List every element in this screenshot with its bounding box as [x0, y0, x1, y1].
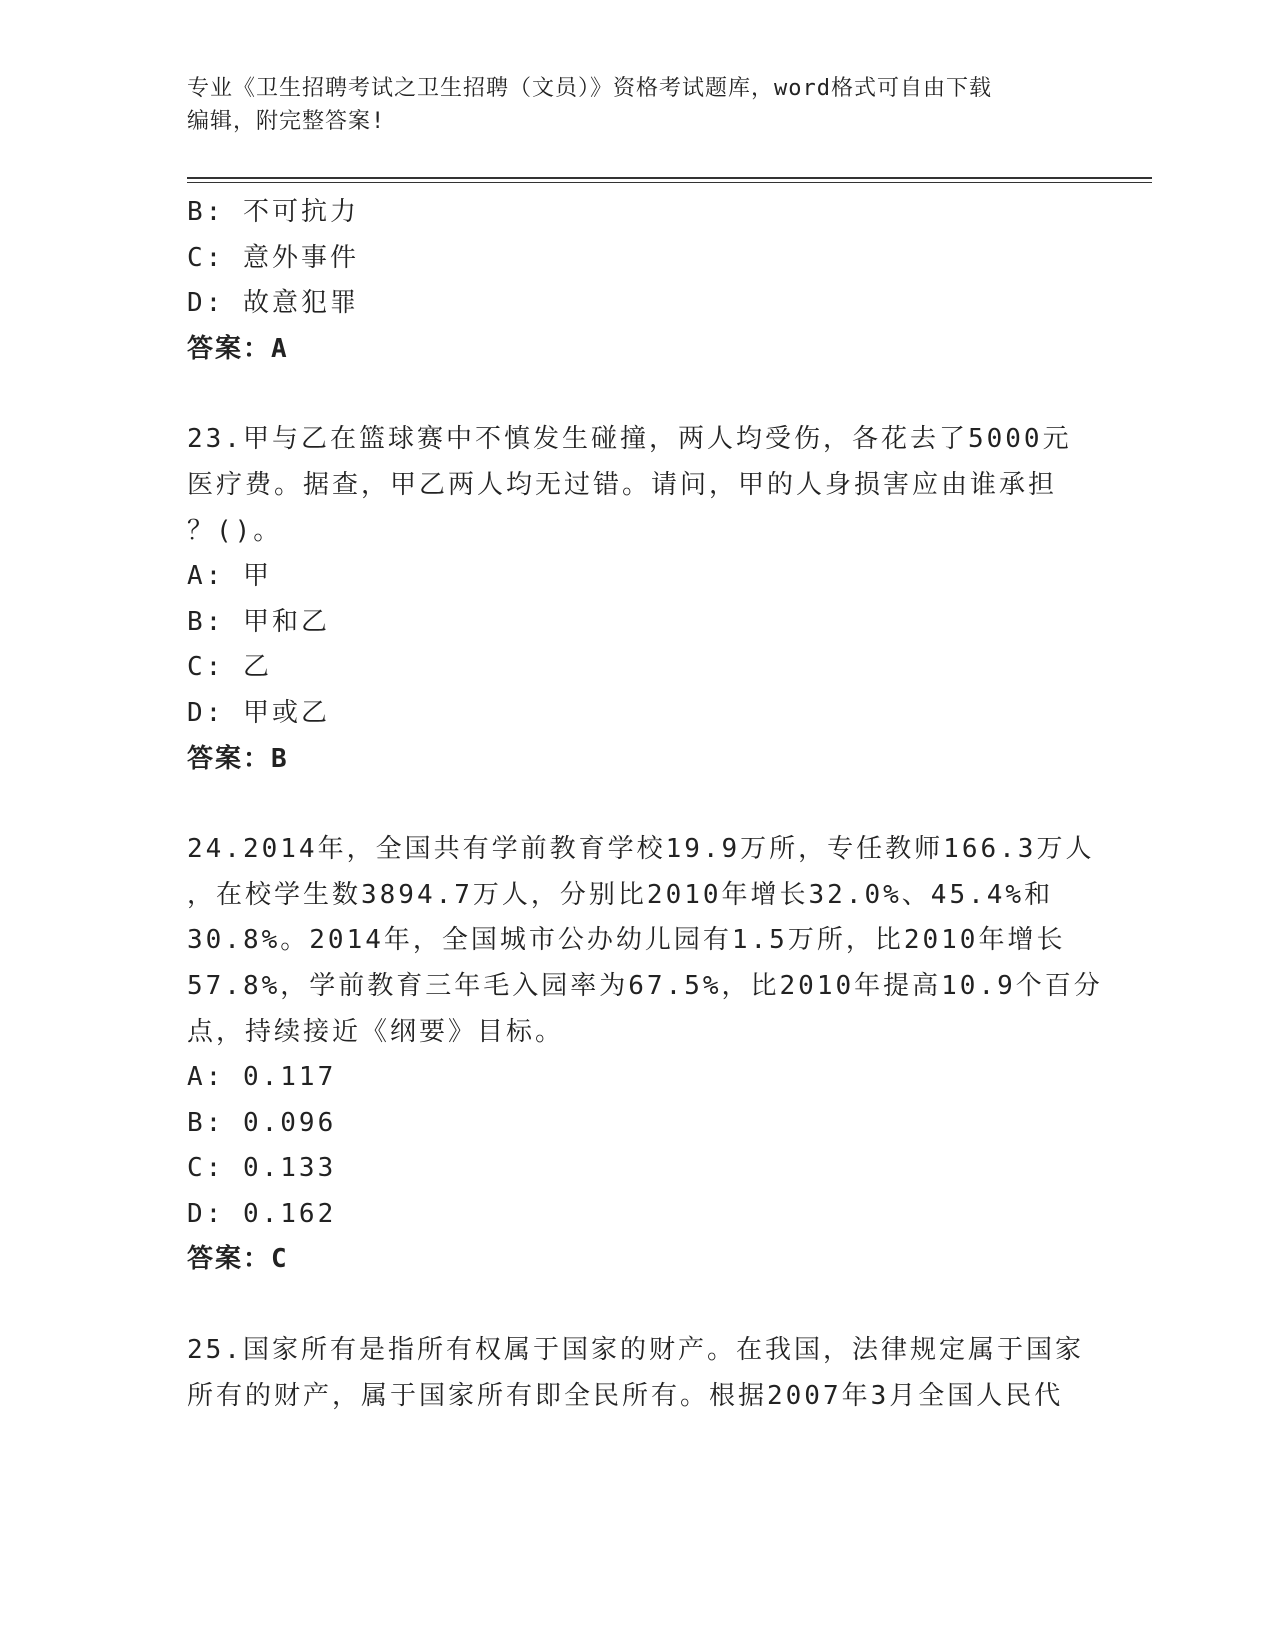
document-header [187, 72, 1067, 138]
question-23 [187, 417, 1087, 782]
answer-line: 答案：B [187, 743, 289, 774]
option-d: D: 0.162 [187, 1198, 337, 1229]
question-22 [187, 190, 1087, 372]
question-25 [187, 1328, 1087, 1419]
question-list [187, 190, 1103, 1419]
option-b: B: 0.096 [187, 1107, 337, 1138]
question-stem-line: ，在校学生数3894.7万人，分别比2010年增长32.0%、45.4%和 [187, 879, 1054, 910]
question-stem-line: 25.国家所有是指所有权属于国家的财产。在我国，法律规定属于国家 [187, 1335, 1084, 1366]
option-c: C: 意外事件 [187, 242, 359, 273]
option-d: D: 甲或乙 [187, 697, 330, 728]
question-stem-line: 23.甲与乙在篮球赛中不慎发生碰撞，两人均受伤，各花去了5000元 [187, 424, 1072, 455]
answer-line: 答案：A [187, 333, 289, 364]
header-rule-thin [187, 182, 1152, 183]
option-c: C: 0.133 [187, 1153, 337, 1184]
answer-line: 答案：C [187, 1244, 289, 1275]
option-b: B: 甲和乙 [187, 606, 330, 637]
question-stem-line: 医疗费。据查，甲乙两人均无过错。请问，甲的人身损害应由谁承担 [187, 469, 1058, 500]
option-d: D: 故意犯罪 [187, 288, 359, 319]
question-stem-line: 24.2014年，全国共有学前教育学校19.9万所，专任教师166.3万人 [187, 834, 1095, 865]
header-line-2: 编辑，附完整答案! [187, 109, 386, 134]
question-stem-line: 57.8%，学前教育三年毛入园率为67.5%，比2010年提高10.9个百分 [187, 970, 1103, 1001]
header-rule-thick [187, 177, 1152, 179]
question-24 [187, 827, 1103, 1283]
question-stem-line: 所有的财产，属于国家所有即全民所有。根据2007年3月全国人民代 [187, 1380, 1064, 1411]
question-stem-line: 30.8%。2014年，全国城市公办幼儿园有1.5万所，比2010年增长 [187, 925, 1066, 956]
option-a: A: 0.117 [187, 1062, 337, 1093]
option-c: C: 乙 [187, 652, 272, 683]
question-stem-line: ？()。 [187, 515, 283, 546]
option-b: B: 不可抗力 [187, 197, 359, 227]
question-stem-line: 点，持续接近《纲要》目标。 [187, 1016, 565, 1047]
header-line-1: 专业《卫生招聘考试之卫生招聘（文员）》资格考试题库，word格式可自由下载 [187, 76, 992, 101]
option-a: A: 甲 [187, 561, 272, 592]
